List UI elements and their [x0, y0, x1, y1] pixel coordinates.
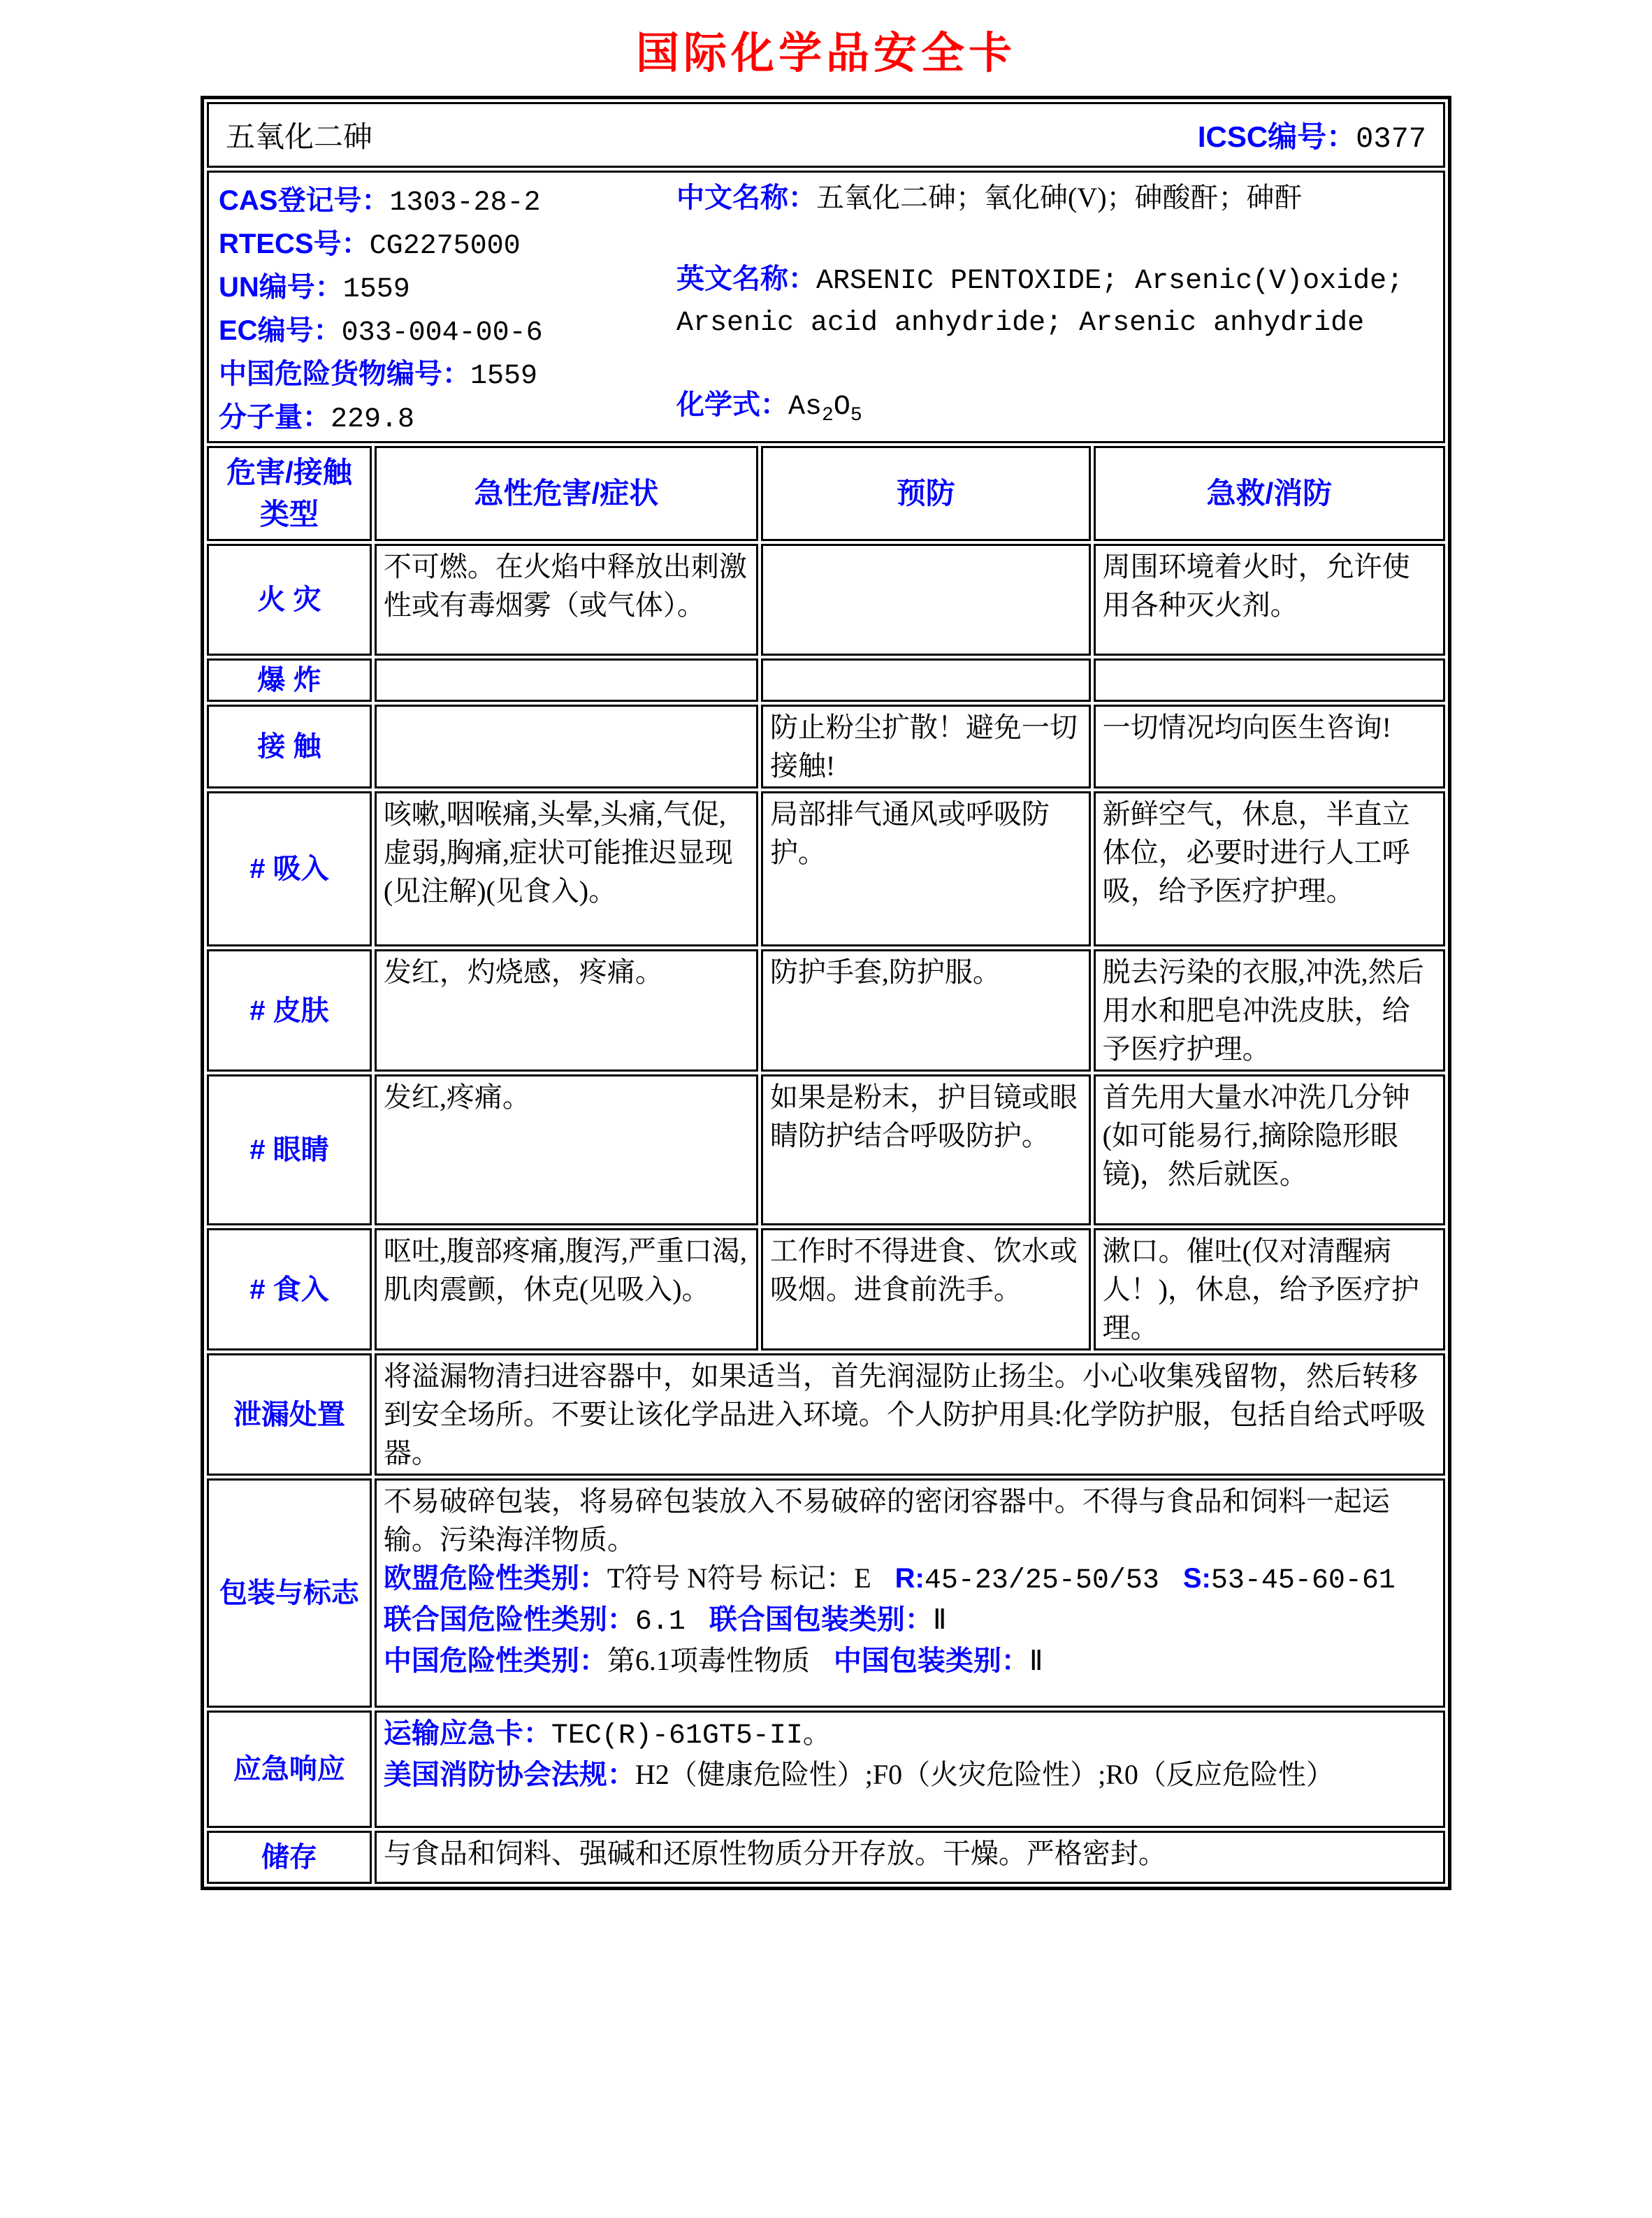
hazard-row-exposure: [207, 705, 1445, 788]
explosion-first-aid-cell: [1094, 658, 1445, 702]
molecular-weight: [219, 395, 676, 435]
col-header-first-aid: 急救/消防: [1094, 446, 1445, 541]
eu-hazard-class-value: T符号 N符号 标记：E: [607, 1562, 871, 1594]
hazard-row-explosion: [207, 658, 1445, 702]
eyes-first-aid-cell: 首先用大量水冲洗几分钟(如可能易行,摘除隐形眼镜)，然后就医。: [1094, 1074, 1445, 1225]
explosion-symptoms-cell: [375, 658, 758, 702]
china-dg-number: [219, 352, 676, 392]
row-label-packaging: 包装与标志: [207, 1478, 372, 1708]
tec-card-value: TEC(R)-61GT5-II。: [551, 1720, 831, 1752]
r-phrases-label: R:: [894, 1563, 925, 1594]
skin-first-aid-cell: 脱去污染的衣服,冲洗,然后用水和肥皂冲洗皮肤，给予医疗护理。: [1094, 949, 1445, 1072]
rtecs-number-label: RTECS号：: [219, 229, 370, 259]
skin-prevention-cell: 防护手套,防护服。: [761, 949, 1091, 1072]
row-label-eyes: # 眼睛: [207, 1074, 372, 1225]
packaging-transport-text: 不易破碎包装，将易碎包装放入不易破碎的密闭容器中。不得与食品和饲料一起运输。污染海洋物质。: [383, 1485, 1390, 1555]
nfpa-code-value: H2（健康危险性）;F0（火灾危险性）;R0（反应危险性）: [635, 1759, 1334, 1790]
inhalation-symptoms-cell: 咳嗽,咽喉痛,头晕,头痛,气促,虚弱,胸痛,症状可能推迟显现(见注解)(见食入)。: [375, 791, 758, 946]
nfpa-line: [384, 1755, 1436, 1794]
hazard-row-fire: [207, 544, 1445, 656]
storage-row: [207, 1831, 1445, 1884]
un-number-value: 1559: [342, 274, 410, 305]
row-label-inhalation: # 吸入: [207, 791, 372, 946]
icsc-number-label: ICSC编号：: [1197, 120, 1356, 153]
row-label-exposure: 接 触: [207, 705, 372, 788]
icsc-number: [1198, 114, 1426, 156]
english-name-line: [676, 259, 1433, 343]
tec-line: [384, 1714, 1436, 1755]
ingestion-prevention-cell: 工作时不得进食、饮水或吸烟。进食前洗手。: [761, 1228, 1091, 1351]
formula-label: 化学式：: [676, 389, 788, 420]
identifiers-cell: [207, 171, 1445, 443]
row-label-fire: 火 灾: [207, 544, 372, 656]
row-label-explosion: 爆 炸: [207, 658, 372, 702]
inhalation-prevention-cell: 局部排气通风或呼吸防护。: [761, 791, 1091, 946]
cas-number-value: 1303-28-2: [389, 187, 541, 219]
name-cell: [207, 102, 1445, 168]
icsc-number-value: 0377: [1356, 122, 1426, 156]
english-name-label: 英文名称：: [676, 264, 816, 294]
row-label-emergency-response: 应急响应: [207, 1711, 372, 1828]
cas-number-label: CAS登记号：: [219, 185, 390, 216]
exposure-prevention-cell: 防止粉尘扩散！避免一切接触!: [761, 705, 1091, 788]
china-dg-number-label: 中国危险货物编号：: [219, 359, 470, 389]
emergency-response-row: [207, 1711, 1445, 1828]
identifiers-row: [207, 171, 1445, 443]
cn-hazard-class-value: 第6.1项毒性物质: [607, 1645, 810, 1676]
exposure-first-aid-cell: 一切情况均向医生咨询!: [1094, 705, 1445, 788]
row-label-ingestion: # 食入: [207, 1228, 372, 1351]
english-name-value: ARSENIC PENTOXIDE; Arsenic(V)oxide; Arsenic acid anhydride; Arsenic anhydride: [676, 266, 1404, 339]
identifier-list: [219, 178, 676, 435]
cn-hazard-class-label: 中国危险性类别：: [383, 1646, 607, 1676]
inhalation-first-aid-cell: 新鲜空气，休息，半直立体位，必要时进行人工呼吸，给予医疗护理。: [1094, 791, 1445, 946]
fire-prevention-cell: [761, 544, 1091, 656]
hazard-row-skin: [207, 949, 1445, 1072]
fire-first-aid-cell: 周围环境着火时，允许使用各种灭火剂。: [1094, 544, 1445, 656]
un-pack-group-label: 联合国包装类别：: [709, 1604, 933, 1635]
explosion-prevention-cell: [761, 658, 1091, 702]
formula-value: $As_2O_5$: [788, 391, 862, 426]
chemical-name: 五氧化二砷: [226, 122, 373, 154]
s-phrases-value: 53-45-60-61: [1210, 1565, 1396, 1597]
storage-cell: 与食品和饲料、强碱和还原性物质分开存放。干燥。严格密封。: [375, 1831, 1445, 1884]
un-class-line: [384, 1600, 1436, 1641]
icsc-card-table: [201, 96, 1451, 1890]
hazard-header-row: [207, 446, 1445, 541]
tec-card-label: 运输应急卡：: [383, 1718, 551, 1749]
un-hazard-class-value: 6.1: [635, 1606, 686, 1638]
molecular-weight-label: 分子量：: [219, 402, 331, 433]
eu-hazard-class-label: 欧盟危险性类别：: [383, 1563, 607, 1594]
formula-line: [676, 385, 1433, 435]
spill-disposal-row: [207, 1353, 1445, 1476]
cas-number: [219, 178, 676, 219]
hazard-row-inhalation: [207, 791, 1445, 946]
page-title: 国际化学品安全卡: [635, 29, 1016, 78]
un-number: [219, 265, 676, 305]
ec-number-value: 033-004-00-6: [341, 317, 543, 349]
eyes-prevention-cell: 如果是粉末，护目镜或眼睛防护结合呼吸防护。: [761, 1074, 1091, 1225]
col-header-symptoms: 急性危害/症状: [375, 446, 758, 541]
skin-symptoms-cell: 发红，灼烧感，疼痛。: [375, 949, 758, 1072]
eu-hazard-class-line: [384, 1559, 1436, 1600]
row-label-storage: 储存: [207, 1831, 372, 1884]
rtecs-number-value: CG2275000: [369, 231, 521, 262]
ingestion-symptoms-cell: 呕吐,腹部疼痛,腹泻,严重口渴,肌肉震颤，休克(见吸入)。: [375, 1228, 758, 1351]
eyes-symptoms-cell: 发红,疼痛。: [375, 1074, 758, 1225]
china-dg-number-value: 1559: [470, 361, 538, 392]
col-header-prevention: 预防: [761, 446, 1091, 541]
row-label-spill-disposal: 泄漏处置: [207, 1353, 372, 1476]
chinese-name-value: 五氧化二砷；氧化砷(V)；砷酸酐；砷酐: [816, 182, 1303, 213]
un-hazard-class-label: 联合国危险性类别：: [383, 1604, 635, 1635]
fire-symptoms-cell: 不可燃。在火焰中释放出刺激性或有毒烟雾（或气体）。: [375, 544, 758, 656]
name-row: [207, 102, 1445, 168]
exposure-symptoms-cell: [375, 705, 758, 788]
rtecs-number: [219, 222, 676, 262]
un-pack-group-value: Ⅱ: [932, 1604, 947, 1635]
row-label-skin: # 皮肤: [207, 949, 372, 1072]
emergency-response-cell: [375, 1711, 1445, 1828]
packaging-cell: [375, 1478, 1445, 1708]
nfpa-code-label: 美国消防协会法规：: [383, 1759, 635, 1790]
hazard-row-eyes: [207, 1074, 1445, 1225]
chinese-name-line: [676, 178, 1433, 217]
hazard-row-ingestion: [207, 1228, 1445, 1351]
ec-number-label: EC编号：: [219, 315, 342, 346]
cn-class-line: [384, 1641, 1436, 1680]
spill-disposal-cell: 将溢漏物清扫进容器中，如果适当，首先润湿防止扬尘。小心收集残留物，然后转移到安全场所。不要让该化学品进入环境。个人防护用具:化学防护服，包括自给式呼吸器。: [375, 1353, 1445, 1476]
ingestion-first-aid-cell: 漱口。催吐(仅对清醒病人！)，休息，给予医疗护理。: [1094, 1228, 1445, 1351]
un-number-label: UN编号：: [219, 272, 343, 303]
packaging-row: [207, 1478, 1445, 1708]
r-phrases-value: 45-23/25-50/53: [924, 1565, 1159, 1597]
cn-pack-group-value: Ⅱ: [1029, 1645, 1043, 1676]
name-list: [676, 178, 1433, 435]
col-header-hazard-type: 危害/接触类型: [207, 446, 372, 541]
ec-number: [219, 308, 676, 349]
s-phrases-label: S:: [1182, 1563, 1211, 1594]
chinese-name-label: 中文名称：: [676, 182, 816, 213]
molecular-weight-value: 229.8: [331, 404, 415, 435]
cn-pack-group-label: 中国包装类别：: [833, 1646, 1029, 1676]
